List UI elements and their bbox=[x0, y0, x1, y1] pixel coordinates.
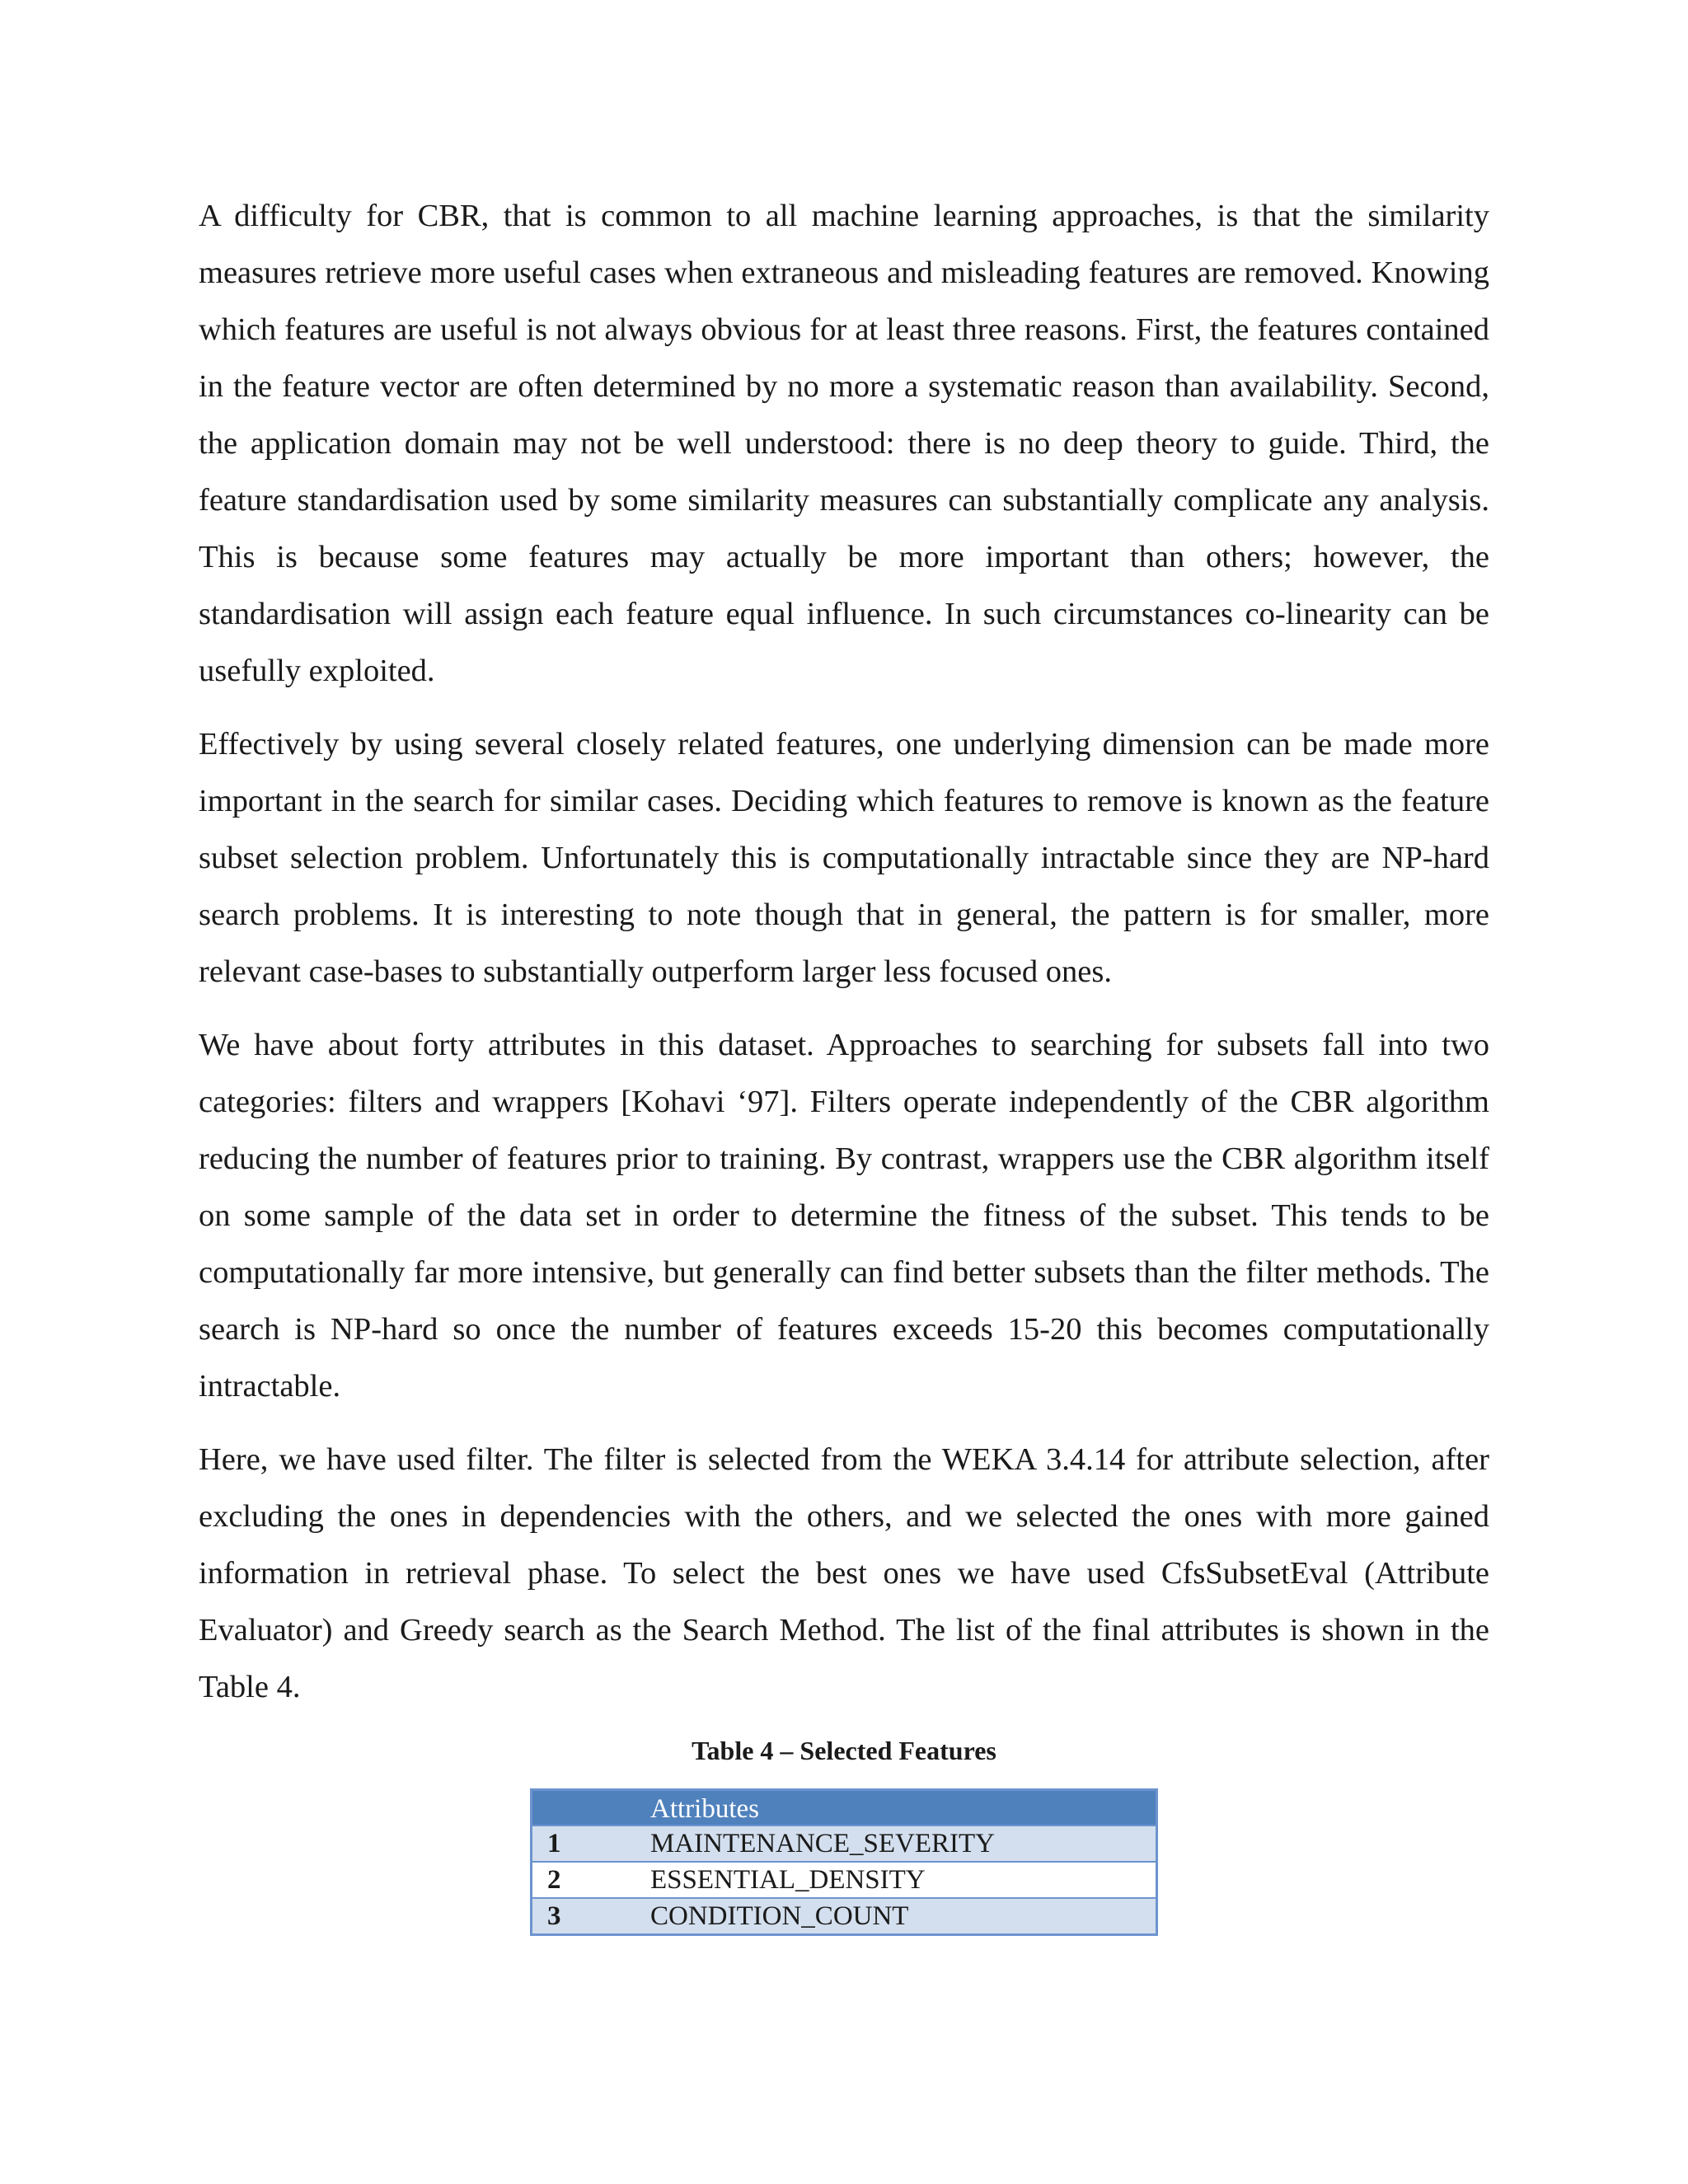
row-number: 1 bbox=[532, 1825, 651, 1862]
document-page bbox=[199, 188, 1489, 1936]
row-attribute: MAINTENANCE_SEVERITY bbox=[650, 1825, 1157, 1862]
table-wrapper bbox=[199, 1788, 1489, 1936]
table-caption: Table 4 – Selected Features bbox=[692, 1736, 996, 1765]
row-number: 2 bbox=[532, 1862, 651, 1898]
paragraph-4: Here, we have used filter. The filter is selected from the WEKA 3.4.14 for attribute selection, after excluding the ones in dependencies with the others, and we selected the ones with more gained information in retrieval phase. To select the best ones we have used CfsSubsetEval (Attribute Evaluator) and Greedy search as the Search Method. The list of the final attributes is shown in the Table 4. bbox=[199, 1442, 1489, 1704]
paragraph-1: A difficulty for CBR, that is common to all machine learning approaches, is that the similarity measures retrieve more useful cases when extraneous and misleading features are removed. Knowing which features are useful is not always obvious for at least three reasons. First, the features contained in the feature vector are often determined by no more a systematic reason than availability. Second, the application domain may not be well understood: there is no deep theory to guide. Third, the feature standardisation used by some similarity measures can substantially complicate any analysis. This is because some features may actually be more important than others; however, the standardisation will assign each feature equal influence. In such circumstances co-linearity can be usefully exploited. bbox=[199, 199, 1489, 688]
table-header-row bbox=[532, 1790, 1157, 1826]
header-attributes-cell: Attributes bbox=[650, 1790, 1157, 1826]
paragraph-2: Effectively by using several closely related features, one underlying dimension can be made more important in the search for similar cases. Deciding which features to remove is known as the feature subset selection problem. Unfortunately this is computationally intractable since they are NP-hard search problems. It is interesting to note though that in general, the pattern is for smaller, more relevant case-bases to substantially outperform larger less focused ones. bbox=[199, 727, 1489, 989]
row-attribute: CONDITION_COUNT bbox=[650, 1898, 1157, 1935]
row-number: 3 bbox=[532, 1898, 651, 1935]
table-row bbox=[532, 1825, 1157, 1862]
selected-features-table bbox=[530, 1788, 1158, 1936]
table-row bbox=[532, 1862, 1157, 1898]
paragraph-3: We have about forty attributes in this dataset. Approaches to searching for subsets fall into two categories: filters and wrappers [Kohavi ‘97]. Filters operate independently of the CBR algorithm reducing the number of features prior to training. By contrast, wrappers use the CBR algorithm itself on some sample of the data set in order to determine the fitness of the subset. This tends to be computationally far more intensive, but generally can find better subsets than the filter methods. The search is NP-hard so once the number of features exceeds 15-20 this becomes computationally intractable. bbox=[199, 1028, 1489, 1404]
header-number-cell bbox=[532, 1790, 651, 1826]
table-row bbox=[532, 1898, 1157, 1935]
row-attribute: ESSENTIAL_DENSITY bbox=[650, 1862, 1157, 1898]
